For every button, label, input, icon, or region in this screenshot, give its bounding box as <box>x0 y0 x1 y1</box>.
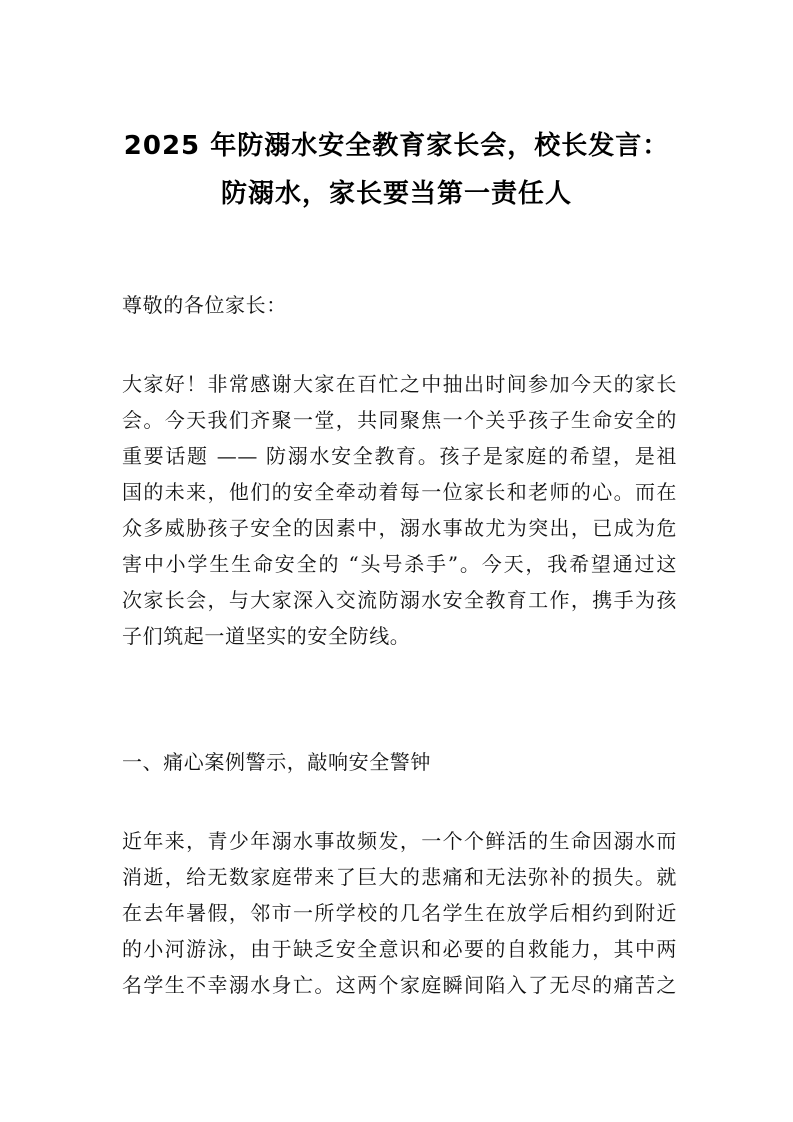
paragraph-line: 子们筑起一道坚实的安全防线。 <box>122 624 411 648</box>
paragraph-line: 消逝，给无数家庭带来了巨大的悲痛和无法弥补的损失。就 <box>122 865 677 889</box>
paragraph-intro <box>122 366 677 654</box>
greeting-text: 尊敬的各位家长： <box>122 293 287 317</box>
paragraph-line: 会。今天我们齐聚一堂，共同聚焦一个关乎孩子生命安全的 <box>122 408 677 432</box>
section-heading-text: 一、痛心案例警示，敲响安全警钟 <box>122 750 431 774</box>
paragraph-line: 害中小学生生命安全的 “头号杀手”。今天，我希望通过这 <box>122 552 677 576</box>
greeting <box>122 287 677 323</box>
paragraph-line: 近年来，青少年溺水事故频发，一个个鲜活的生命因溺水而 <box>122 829 677 853</box>
paragraph-line: 在去年暑假，邻市一所学校的几名学生在放学后相约到附近 <box>122 901 677 925</box>
paragraph-line: 名学生不幸溺水身亡。这两个家庭瞬间陷入了无尽的痛苦之 <box>122 973 677 997</box>
paragraph-line: 大家好！非常感谢大家在百忙之中抽出时间参加今天的家长 <box>122 372 677 396</box>
paragraph-line: 的小河游泳，由于缺乏安全意识和必要的自救能力，其中两 <box>122 937 677 961</box>
paragraph-line: 重要话题 —— 防溺水安全教育。孩子是家庭的希望，是祖 <box>122 444 677 468</box>
paragraph-case <box>122 823 677 1003</box>
paragraph-line: 次家长会，与大家深入交流防溺水安全教育工作，携手为孩 <box>122 588 677 612</box>
document-title-line-2: 防溺水，家长要当第一责任人 <box>220 179 572 209</box>
document-title-line-1: 2025 年防溺水安全教育家长会，校长发言： <box>123 131 670 161</box>
paragraph-line: 众多威胁孩子安全的因素中，溺水事故尤为突出，已成为危 <box>122 516 677 540</box>
paragraph-line: 国的未来，他们的安全牵动着每一位家长和老师的心。而在 <box>122 480 677 504</box>
section-heading-1 <box>122 744 677 780</box>
